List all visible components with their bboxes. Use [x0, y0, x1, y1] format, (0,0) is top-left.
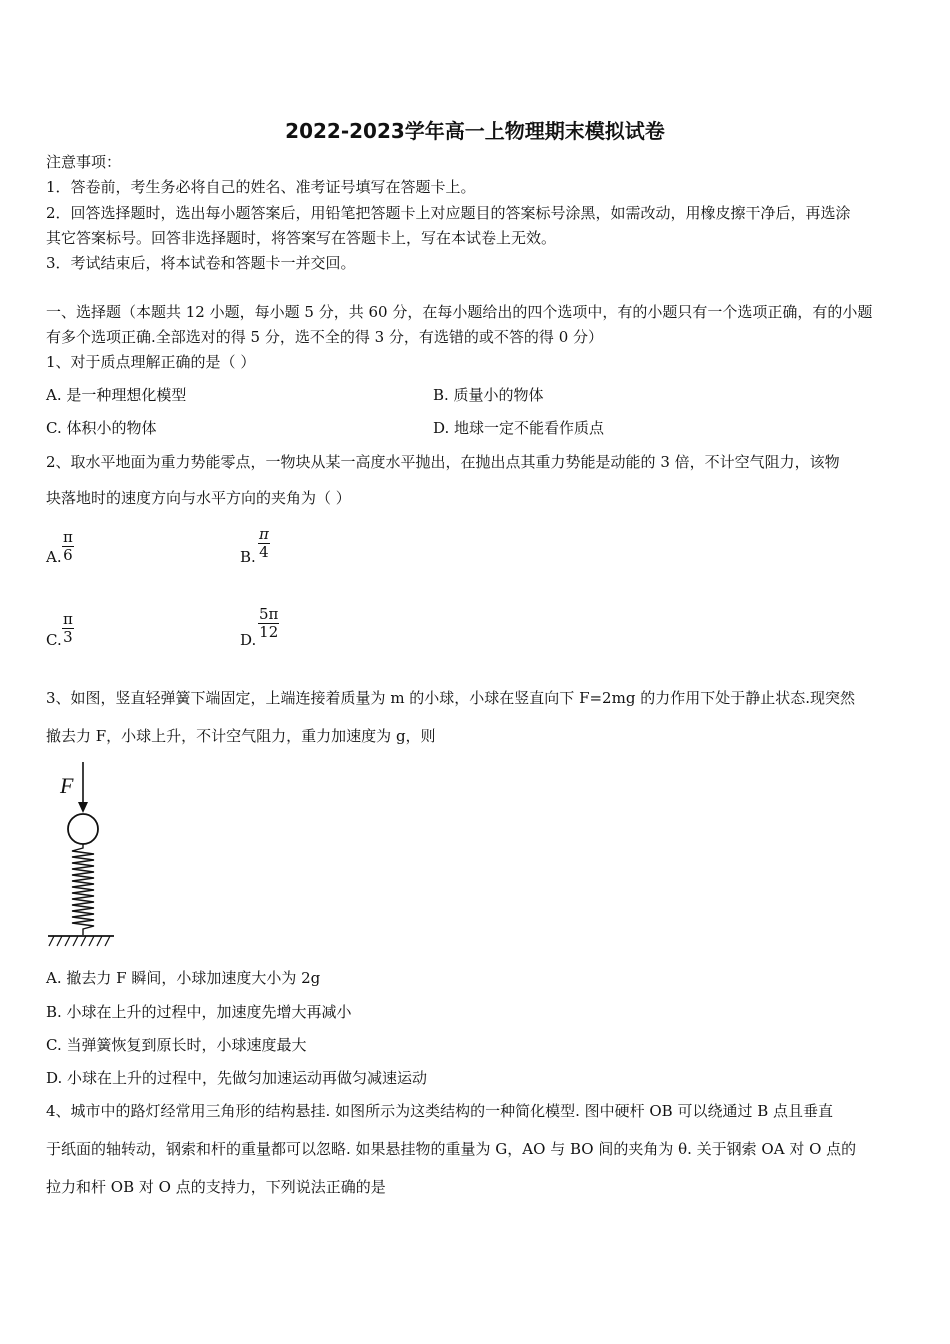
question-4-stem-line-3: 拉力和杆 OB 对 O 点的支持力，下列说法正确的是	[46, 1178, 386, 1196]
option-a-denominator: 6	[63, 546, 73, 564]
question-3-option-d: D. 小球在上升的过程中，先做匀加速运动再做匀减速运动	[46, 1069, 428, 1087]
notice-item-2-line-2: 其它答案标号。回答非选择题时，将答案写在答题卡上，写在本试卷上无效。	[46, 229, 557, 247]
question-2-option-d-label: D.	[240, 631, 257, 649]
question-2-option-c-label: C.	[46, 631, 62, 649]
option-d-numerator: 5π	[259, 605, 279, 623]
option-d-denominator: 12	[259, 623, 279, 641]
force-label: F	[60, 773, 74, 798]
question-1-option-b: B. 质量小的物体	[433, 386, 544, 404]
notice-heading: 注意事项：	[46, 153, 122, 171]
question-1-option-a: A. 是一种理想化模型	[46, 386, 187, 404]
question-1-option-d: D. 地球一定不能看作质点	[433, 419, 605, 437]
question-2-option-b-fraction	[258, 526, 270, 561]
notice-item-1: 1．答卷前，考生务必将自己的姓名、准考证号填写在答题卡上。	[46, 178, 476, 196]
option-a-numerator: π	[63, 528, 73, 546]
option-c-denominator: 3	[63, 628, 73, 646]
option-b-numerator: π	[259, 525, 269, 543]
question-3-option-c: C. 当弹簧恢复到原长时，小球速度最大	[46, 1036, 307, 1054]
question-2-stem-line-2: 块落地时的速度方向与水平方向的夹角为（ ）	[46, 489, 351, 507]
page-title: 2022-2023学年高一上物理期末模拟试卷	[285, 119, 665, 143]
question-2-option-a-label: A.	[46, 548, 62, 566]
option-b-denominator: 4	[259, 543, 269, 561]
section1-intro-line-2: 有多个选项正确.全部选对的得 5 分，选不全的得 3 分，有选错的或不答的得 0 分）	[46, 328, 604, 346]
question-3-option-b: B. 小球在上升的过程中，加速度先增大再减小	[46, 1003, 352, 1021]
question-2-option-c-fraction	[62, 611, 74, 646]
question-3-stem-line-2: 撤去力 F，小球上升，不计空气阻力，重力加速度为 g，则	[46, 727, 436, 745]
notice-item-3: 3．考试结束后，将本试卷和答题卡一并交回。	[46, 254, 356, 272]
question-2-stem-line-1: 2、取水平地面为重力势能零点，一物块从某一高度水平抛出，在抛出点其重力势能是动能的 3 倍，不计空气阻力，该物	[46, 453, 840, 471]
question-4-stem-line-1: 4、城市中的路灯经常用三角形的结构悬挂. 如图所示为这类结构的一种简化模型. 图中硬杆 OB 可以绕通过 B 点且垂直	[46, 1102, 834, 1120]
question-3-stem-line-1: 3、如图，竖直轻弹簧下端固定，上端连接着质量为 m 的小球，小球在竖直向下 F=2mg 的力作用下处于静止状态.现突然	[46, 689, 855, 707]
notice-item-2-line-1: 2．回答选择题时，选出每小题答案后，用铅笔把答题卡上对应题目的答案标号涂黑，如需改动，用橡皮擦干净后，再选涂	[46, 204, 851, 222]
section1-intro-line-1: 一、选择题（本题共 12 小题，每小题 5 分，共 60 分，在每小题给出的四个选项中，有的小题只有一个选项正确，有的小题	[46, 303, 873, 321]
question-2-option-a-fraction	[62, 529, 74, 564]
question-3-option-a: A. 撤去力 F 瞬间，小球加速度大小为 2g	[46, 969, 321, 987]
question-1-stem: 1、对于质点理解正确的是（ ）	[46, 353, 256, 371]
option-c-numerator: π	[63, 610, 73, 628]
ball	[68, 814, 98, 844]
ground-hatching	[49, 936, 110, 946]
question-4-stem-line-2: 于纸面的轴转动，钢索和杆的重量都可以忽略. 如果悬挂物的重量为 G，AO 与 BO 间的夹角为 θ. 关于钢索 OA 对 O 点的	[46, 1140, 857, 1158]
question-2-option-d-fraction	[258, 606, 279, 641]
question-1-option-c: C. 体积小的物体	[46, 419, 157, 437]
force-arrow-head	[78, 802, 88, 813]
spring	[72, 844, 94, 935]
spring-ball-figure	[44, 758, 120, 952]
question-2-option-b-label: B.	[240, 548, 256, 566]
